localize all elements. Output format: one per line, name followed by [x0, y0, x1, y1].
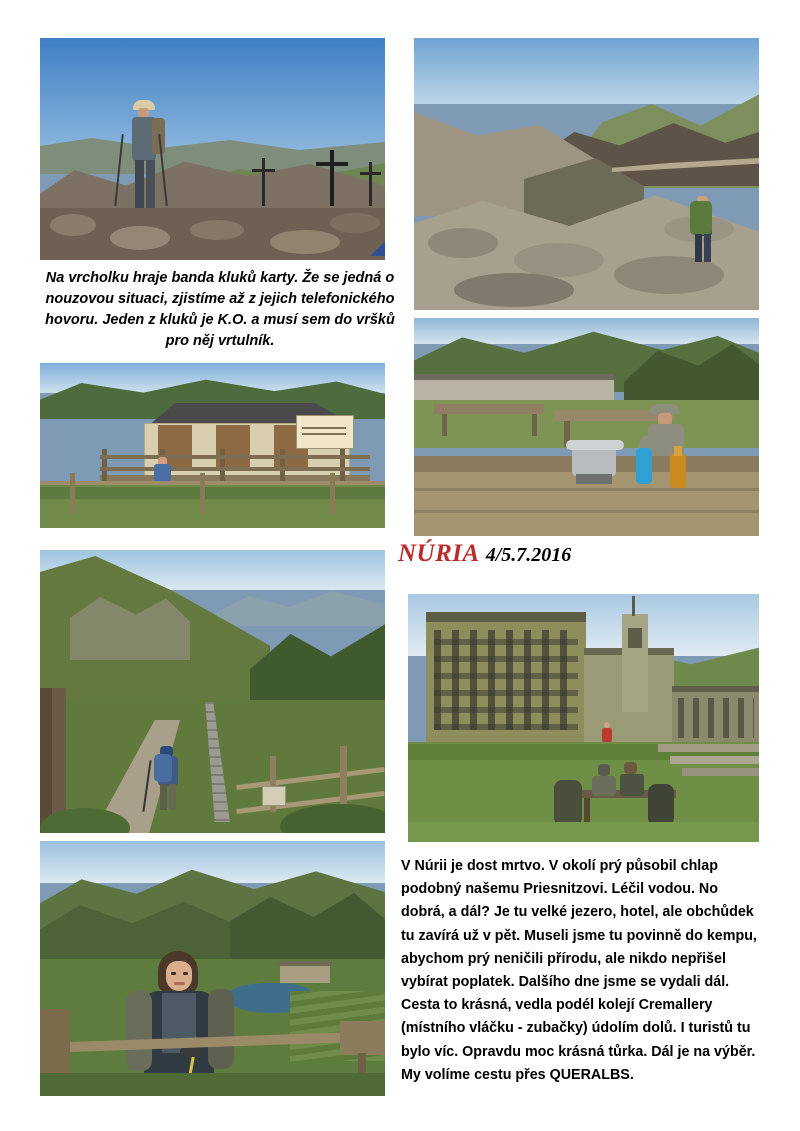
hiker-head — [598, 764, 610, 776]
building-windows — [434, 630, 578, 730]
rock-texture — [190, 220, 244, 240]
cross-icon — [369, 162, 372, 206]
rock-texture — [270, 230, 340, 254]
wing-roof — [672, 686, 759, 692]
fence-post — [330, 473, 335, 515]
cross-icon — [252, 169, 275, 172]
cooking-pot — [572, 446, 616, 476]
fence-post — [340, 746, 347, 812]
table-leg — [442, 414, 447, 436]
cross-icon — [360, 172, 381, 175]
hut-sign — [296, 415, 354, 449]
trail-sign — [262, 786, 286, 806]
railing-rail — [100, 455, 370, 459]
caption-bottom: V Núrii je dost mrtvo. V okolí prý působil chlap podobný našemu Priesnitzovi. Léčil vodou. No dobrá, a dál? Je tu velké jezero, hotel, ale obchůdek tu zavírá už v pět. Museli jsme tu povinně do kempu, abychom prý neničili přírodu, ale nikdo nepřišel vybírat poplatek. Dalšího dne jsme se vydali dál. Cesta to krásná, vedla podél kolejí Cremallery (místního vláčku - zubačky) údolím dolů. I turistů tu bylo víc. Opravdu moc krásná tůrka. Dál je na výběr. My volíme cestu přes QUERALBS. — [401, 858, 757, 1083]
scree-rock — [514, 243, 604, 277]
backpack — [208, 989, 234, 1069]
gas-bottle — [636, 448, 652, 484]
pole-grip — [180, 1047, 202, 1057]
person-torso — [602, 728, 612, 742]
cross-icon — [330, 150, 334, 206]
sky — [414, 38, 759, 104]
trail-sign — [340, 1021, 385, 1055]
rock-texture — [330, 213, 380, 233]
hiker-leg — [695, 234, 702, 262]
tower-spire — [632, 596, 635, 616]
photo-sanctuary — [408, 594, 759, 842]
sign-text-line — [302, 427, 346, 429]
tree-trunk-shadow — [40, 688, 52, 833]
bench-leg — [584, 798, 590, 824]
photo-valley-trail — [40, 550, 385, 833]
distant-sanctuary — [280, 965, 330, 983]
drink-bottle — [670, 454, 686, 488]
woman-smile — [174, 982, 185, 985]
grass-foreground — [408, 822, 759, 842]
rock-texture — [50, 214, 96, 236]
picnic-table — [434, 404, 544, 414]
woman-eye — [183, 972, 188, 975]
bottle-neck — [674, 446, 682, 456]
hiker-backpack — [690, 201, 712, 235]
photo-mountain-hut — [40, 363, 385, 528]
cross-icon — [262, 158, 265, 206]
rock-texture — [110, 226, 170, 250]
pot-lid — [566, 440, 624, 450]
hiker-leg — [704, 234, 711, 262]
cross-icon — [316, 162, 348, 166]
woman-eye — [171, 972, 176, 975]
trip-date: 4/5.7.2016 — [485, 544, 572, 566]
table-plank-line — [414, 510, 759, 513]
photo-camp-cooking — [414, 318, 759, 536]
wing-windows — [678, 698, 754, 738]
sign-text-line — [302, 433, 346, 435]
fence-post — [70, 473, 75, 515]
camp-buildings — [414, 378, 614, 400]
table-leg — [532, 414, 537, 436]
distant-roof — [278, 961, 332, 966]
scree-rock — [454, 273, 574, 307]
woman-face — [166, 961, 192, 991]
railing-rail — [100, 467, 370, 471]
grass-foreground — [40, 1073, 385, 1096]
hiker-torso — [592, 776, 616, 796]
caption-top: Na vrcholku hraje banda kluků karty. Že se jedná o nouzovou situaci, zjistíme až z jejich telefonického hovoru. Jeden z kluků je K.O. a musí sem do vršků pro něj vrtulník. — [45, 270, 395, 349]
photo-ridge-hiker — [414, 38, 759, 310]
bell-opening — [628, 628, 642, 648]
hiker-torso — [620, 774, 644, 796]
hiker-leg — [160, 784, 167, 810]
backpack — [126, 991, 152, 1071]
stone-step — [682, 768, 759, 776]
stone-step — [658, 744, 759, 752]
backpack — [648, 784, 674, 826]
title-block — [398, 540, 648, 568]
place-name: NÚRIA — [398, 540, 480, 567]
backpack — [554, 780, 582, 826]
fence-post — [200, 473, 205, 515]
table-plank-line — [414, 488, 759, 491]
scree-rock — [428, 228, 498, 258]
hiker-head — [624, 762, 637, 774]
hiker-leg — [146, 160, 155, 208]
hiker-leg — [169, 784, 176, 810]
photo-summit-crosses — [40, 38, 385, 260]
hiker-leg — [135, 160, 144, 208]
stone-step — [670, 756, 759, 764]
hiker-torso — [154, 464, 171, 482]
camp-roofs — [414, 374, 614, 380]
camp-stove — [576, 474, 612, 484]
photo-woman-viewpoint — [40, 841, 385, 1096]
hiker-backpack — [154, 754, 172, 782]
building-roof — [426, 612, 586, 622]
